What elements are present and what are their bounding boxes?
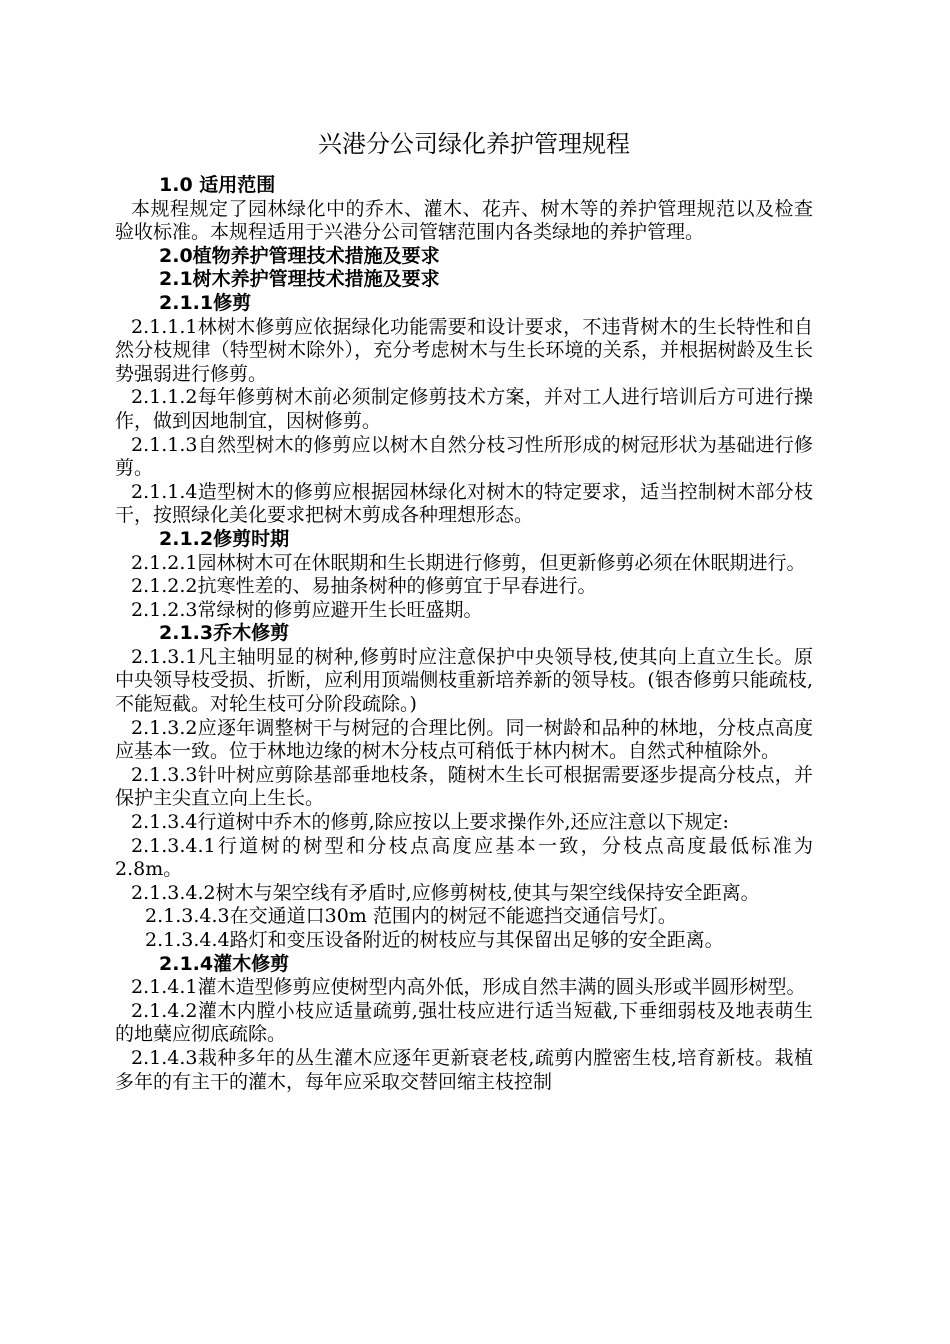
paragraph: 2.1.3.4.2树木与架空线有矛盾时,应修剪树枝,使其与架空线保持安全距离。 xyxy=(131,881,760,904)
paragraph: 2.1.4.2灌木内膛小枝应适量疏剪,强壮枝应进行适当短截,下垂细弱枝及地表萌生的地蘖应彻底疏除。 xyxy=(115,999,813,1046)
paragraph: 2.1.3.1凡主轴明显的树种,修剪时应注意保护中央领导枝,使其向上直立生长。原中央领导枝受损、折断，应利用顶端侧枝重新培养新的领导枝。(银杏修剪只能疏枝,不能短截。对轮生枝可分阶段疏除。) xyxy=(115,645,813,716)
section-heading: 2.1.2修剪时期 xyxy=(159,527,290,550)
paragraph: 2.1.3.4.3在交通道口30m 范围内的树冠不能遮挡交通信号灯。 xyxy=(145,905,677,928)
section-heading: 1.0 适用范围 xyxy=(159,174,276,196)
section-heading: 2.1.4灌木修剪 xyxy=(159,952,290,975)
paragraph: 2.1.4.1灌木造型修剪应使树型内高外低，形成自然丰满的圆头形或半圆形树型。 xyxy=(131,976,806,999)
paragraph: 2.1.3.4.4路灯和变压设备附近的树枝应与其保留出足够的安全距离。 xyxy=(145,929,724,951)
paragraph: 2.1.1.1林树木修剪应依据绿化功能需要和设计要求，不违背树木的生长特性和自然分枝规律（特型树木除外），充分考虑树木与生长环境的关系，并根据树龄及生长势强弱进行修剪。 xyxy=(115,315,813,385)
document-body xyxy=(115,174,813,1094)
paragraph: 本规程规定了园林绿化中的乔木、灌木、花卉、树木等的养护管理规范以及检查验收标准。本规程适用于兴港分公司管辖范围内各类绿地的养护管理。 xyxy=(115,197,813,244)
paragraph: 2.1.2.3常绿树的修剪应避开生长旺盛期。 xyxy=(131,598,483,621)
section-heading: 2.1树木养护管理技术措施及要求 xyxy=(159,268,440,291)
document-title: 兴港分公司绿化养护管理规程 xyxy=(318,130,630,158)
paragraph: 2.1.2.1园林树木可在休眠期和生长期进行修剪，但更新修剪必须在休眠期进行。 xyxy=(131,551,806,574)
paragraph: 2.1.1.4造型树木的修剪应根据园林绿化对树木的特定要求，适当控制树木部分枝干，按照绿化美化要求把树木剪成各种理想形态。 xyxy=(115,480,813,527)
paragraph: 2.1.3.4.1行道树的树型和分枝点高度应基本一致，分枝点高度最低标准为2.8m。 xyxy=(115,834,813,881)
paragraph: 2.1.1.3自然型树木的修剪应以树木自然分枝习性所形成的树冠形状为基础进行修剪。 xyxy=(115,433,813,480)
paragraph: 2.1.3.2应逐年调整树干与树冠的合理比例。同一树龄和品种的林地，分枝点高度应基本一致。位于林地边缘的树木分枝点可稍低于林内树木。自然式种植除外。 xyxy=(115,716,813,763)
document-page xyxy=(115,128,813,1094)
paragraph: 2.1.3.3针叶树应剪除基部垂地枝条，随树木生长可根据需要逐步提高分枝点，并保护主尖直立向上生长。 xyxy=(115,763,813,810)
section-heading: 2.0植物养护管理技术措施及要求 xyxy=(159,244,440,267)
paragraph: 2.1.3.4行道树中乔木的修剪,除应按以上要求操作外,还应注意以下规定: xyxy=(131,811,729,834)
paragraph: 2.1.1.2每年修剪树木前必须制定修剪技术方案，并对工人进行培训后方可进行操作，做到因地制宜，因树修剪。 xyxy=(115,386,813,432)
paragraph: 2.1.2.2抗寒性差的、易抽条树种的修剪宜于早春进行。 xyxy=(131,575,597,598)
section-heading: 2.1.1修剪 xyxy=(159,291,252,314)
section-heading: 2.1.3乔木修剪 xyxy=(159,622,290,645)
paragraph: 2.1.4.3栽种多年的丛生灌木应逐年更新衰老枝,疏剪内膛密生枝,培育新枝。栽植多年的有主干的灌木，每年应采取交替回缩主枝控制 xyxy=(115,1046,813,1093)
